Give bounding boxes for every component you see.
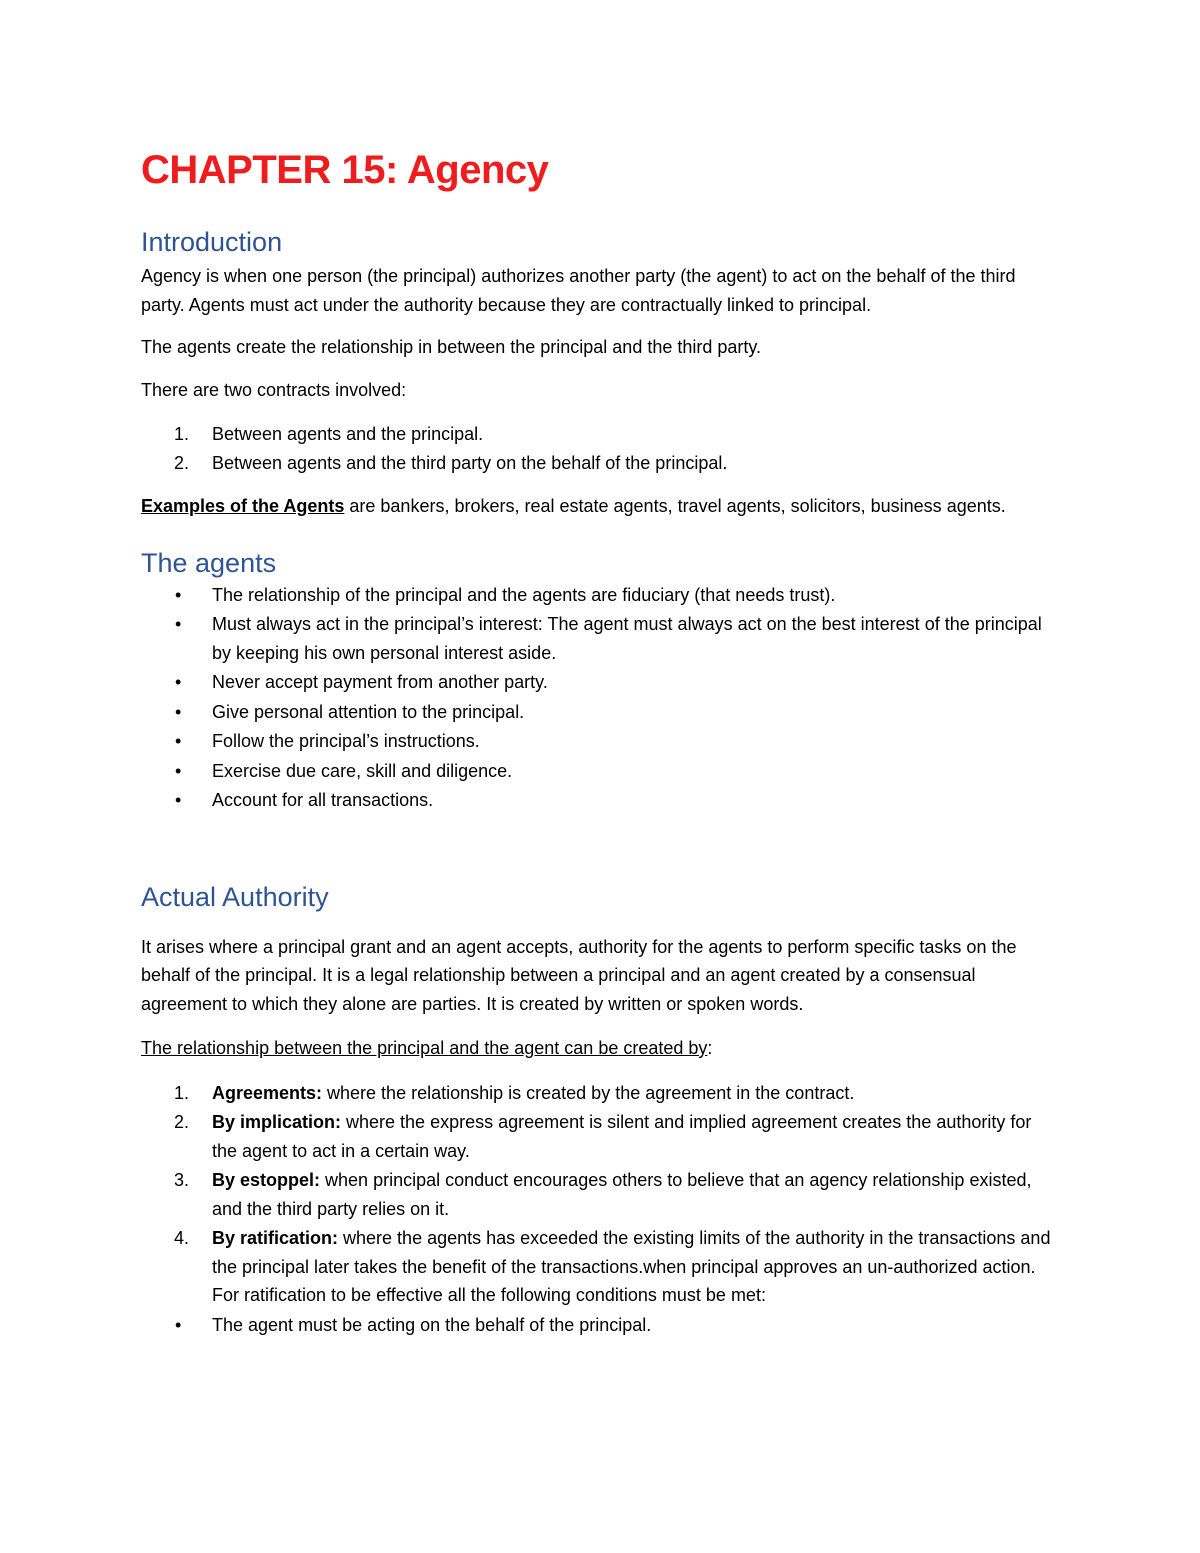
- list-item: [141, 698, 1061, 727]
- method-text: where the agents has exceeded the existing limits of the authority in the transactions and the principal later takes the benefit of the transactions.when principal approves an un-authorized action. For ratification to be effective all the following conditions must be met:: [212, 1228, 1051, 1305]
- actual-authority-heading: Actual Authority: [141, 881, 329, 912]
- created-by-paragraph: [141, 1034, 1061, 1063]
- bullet-icon: •: [175, 1314, 182, 1335]
- intro-paragraph-definition: Agency is when one person (the principal) authorizes another party (the agent) to act on the behalf of the third party. Agents must act under the authority because they are contractually linked to principal.: [141, 266, 1016, 315]
- examples-text: are bankers, brokers, real estate agents, travel agents, solicitors, business agents.: [344, 496, 1006, 516]
- method-term: Agreements:: [212, 1082, 323, 1103]
- list-item-text: Exercise due care, skill and diligence.: [212, 760, 513, 781]
- list-item: [141, 610, 1061, 667]
- method-term: By estoppel:: [212, 1170, 321, 1190]
- list-item-text: Give personal attention to the principal.: [212, 701, 525, 722]
- bullet-icon: •: [175, 760, 182, 781]
- list-item-text: Between agents and the principal.: [212, 424, 484, 444]
- list-item: [141, 1079, 1061, 1108]
- list-item: [141, 668, 1061, 697]
- chapter-title: CHAPTER 15: Agency: [141, 148, 549, 192]
- list-item: [141, 1108, 1061, 1165]
- introduction-heading: Introduction: [141, 227, 283, 257]
- bullet-icon: •: [175, 614, 182, 634]
- list-number: 1.: [174, 424, 190, 444]
- list-item: [141, 420, 1061, 449]
- bullet-icon: •: [175, 790, 182, 810]
- list-item: [141, 786, 1061, 815]
- agents-duties-list: [141, 581, 1061, 815]
- ratification-conditions-list: [141, 1311, 1061, 1340]
- actual-authority-paragraph: It arises where a principal grant and an agent accepts, authority for the agents to perform specific tasks on the behalf of the principal. It is a legal relationship between a principal and an agent created by a consensual agreement to which they alone are parties. It is created by written or spoken words.: [141, 936, 1017, 1014]
- method-text: where the relationship is created by the agreement in the contract.: [322, 1082, 855, 1103]
- list-item-text: Account for all transactions.: [212, 790, 434, 810]
- list-number: 3.: [174, 1170, 190, 1190]
- list-item: [141, 727, 1061, 756]
- list-number: 2.: [174, 1112, 190, 1132]
- list-item-text: The agent must be acting on the behalf of the principal.: [212, 1314, 652, 1335]
- list-item: [141, 1224, 1061, 1310]
- method-term: By ratification:: [212, 1228, 339, 1248]
- list-item: [141, 757, 1061, 786]
- contracts-list: [141, 420, 1061, 477]
- list-number: 4.: [174, 1228, 190, 1248]
- list-item-text: The relationship of the principal and the agents are fiduciary (that needs trust).: [212, 584, 836, 605]
- bullet-icon: •: [175, 584, 182, 605]
- examples-label: Examples of the Agents: [141, 496, 345, 516]
- bullet-icon: •: [175, 731, 182, 751]
- created-by-label: The relationship between the principal and the agent can be created by: [141, 1038, 708, 1058]
- examples-paragraph: [141, 492, 1061, 521]
- list-item: [141, 1311, 1061, 1340]
- list-number: 1.: [174, 1082, 190, 1103]
- list-item: [141, 1166, 1061, 1223]
- list-item: [141, 449, 1061, 478]
- intro-paragraph-relationship: The agents create the relationship in between the principal and the third party.: [141, 337, 762, 357]
- bullet-icon: •: [175, 701, 182, 722]
- creation-methods-list: [141, 1079, 1061, 1310]
- agents-heading: The agents: [141, 547, 277, 578]
- created-by-colon: :: [707, 1038, 713, 1058]
- document-page: [141, 140, 1061, 1339]
- method-term: By implication:: [212, 1112, 342, 1132]
- list-item-text: Follow the principal’s instructions.: [212, 731, 480, 751]
- intro-paragraph-contracts: There are two contracts involved:: [141, 379, 407, 400]
- list-item-text: Must always act in the principal’s interest: The agent must always act on the best interest of the principal by keeping his own personal interest aside.: [212, 614, 1042, 663]
- list-item-text: Never accept payment from another party.: [212, 672, 548, 692]
- list-item: [141, 581, 1061, 610]
- list-item-text: Between agents and the third party on the behalf of the principal.: [212, 452, 728, 473]
- list-number: 2.: [174, 452, 190, 473]
- method-text: where the express agreement is silent and implied agreement creates the authority for the agent to act in a certain way.: [212, 1112, 1032, 1161]
- bullet-icon: •: [175, 672, 182, 692]
- method-text: when principal conduct encourages others to believe that an agency relationship existed, and the third party relies on it.: [212, 1170, 1032, 1219]
